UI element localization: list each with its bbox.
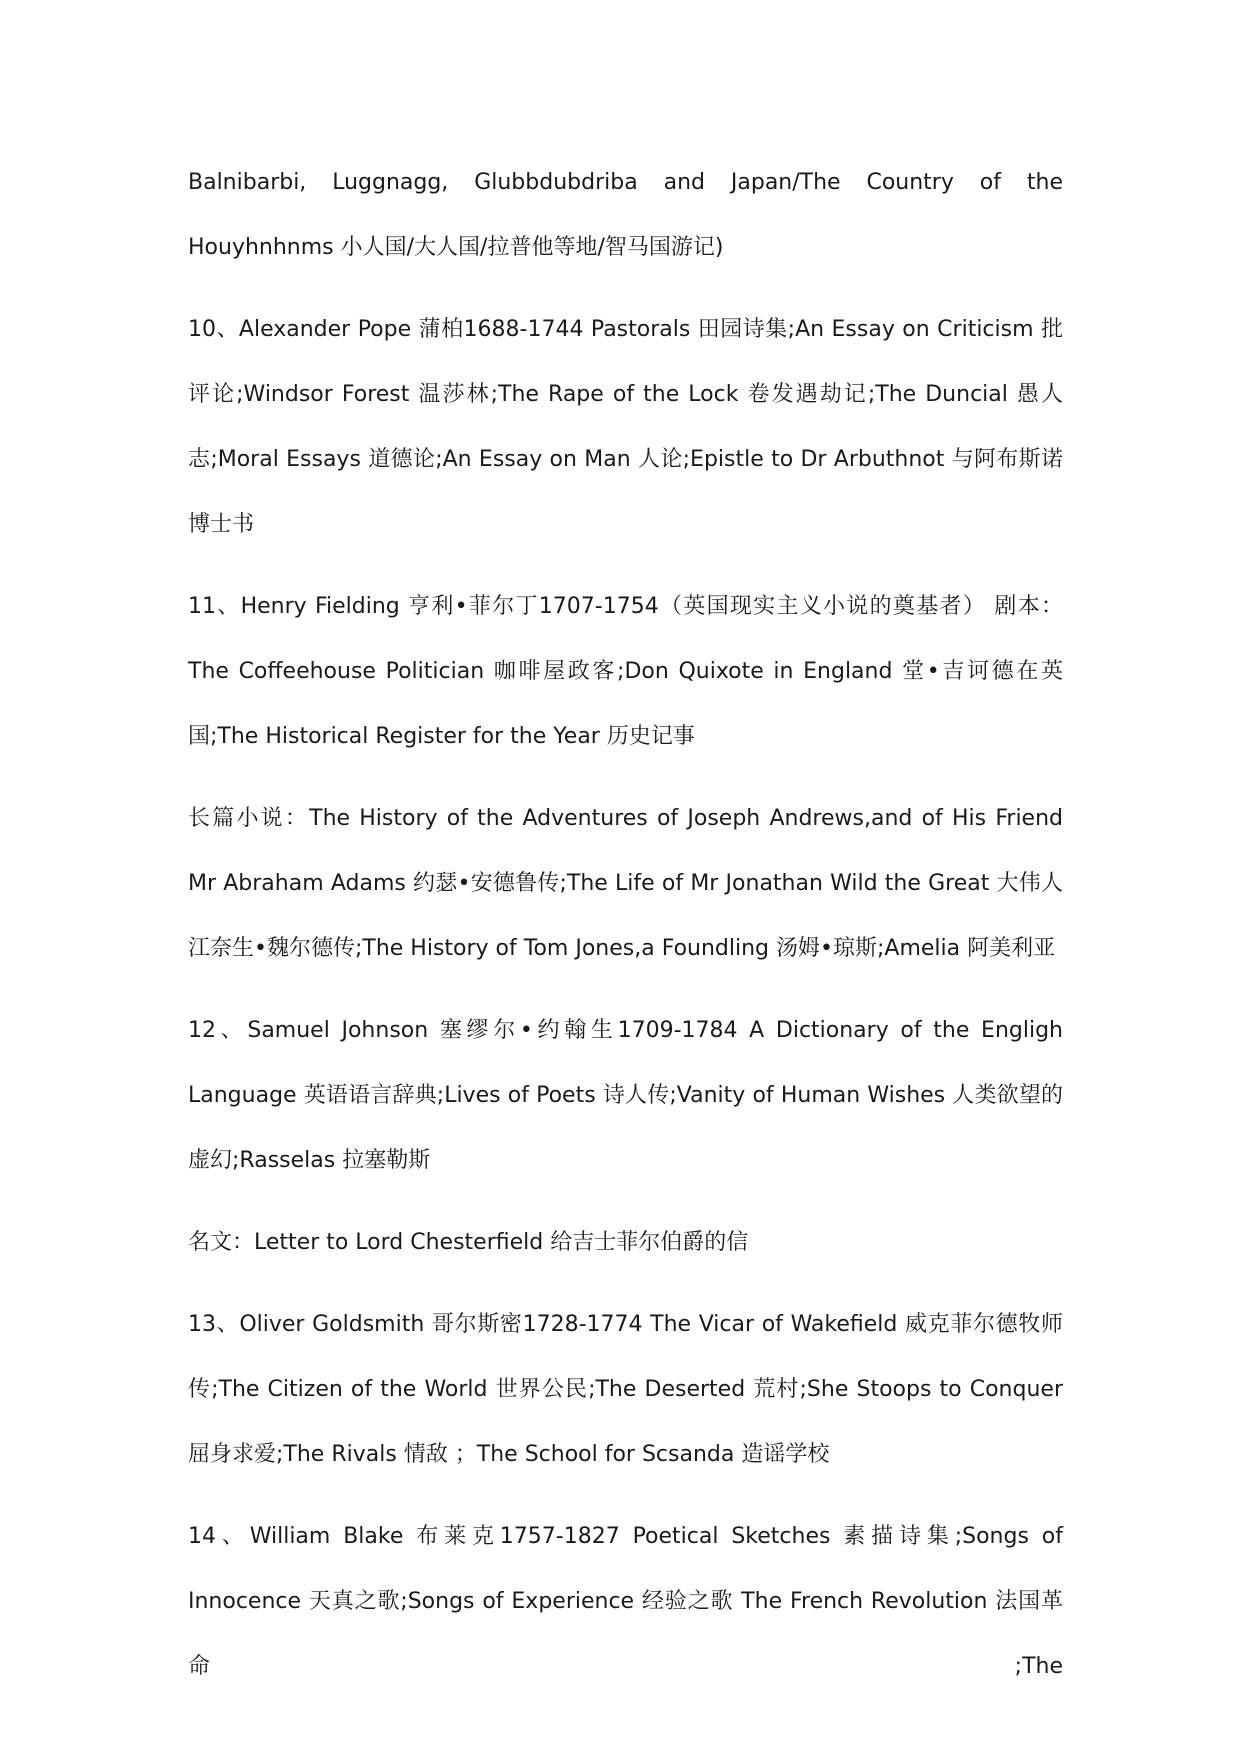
paragraph-oliver-goldsmith: 13、Oliver Goldsmith 哥尔斯密1728-1774 The Vicar of Wakefield 威克菲尔德牧师传;The Citizen of the World 世界公民;The Deserted 荒村;She Stoops to Conquer 屈身求爱;The Rivals 情敌 ；The School for Scsanda 造谣学校 xyxy=(188,1312,1063,1467)
paragraph-henry-fielding: 11、Henry Fielding 亨利•菲尔丁1707-1754（英国现实主义小说的奠基者） 剧本：The Coffeehouse Politician 咖啡屋政客;Don Quixote in England 堂•吉诃德在英国;The Historical Register for the Year 历史记事 xyxy=(188,594,1063,749)
paragraph-samuel-johnson: 12、Samuel Johnson 塞缪尔•约翰生1709-1784 A Dictionary of the Engligh Language 英语语言辞典;Lives of Poets 诗人传;Vanity of Human Wishes 人类欲望的虚幻;Rasselas 拉塞勒斯 xyxy=(188,1018,1063,1173)
paragraph-johnson-letter: 名文：Letter to Lord Chesterfield 给吉士菲尔伯爵的信 xyxy=(188,1230,749,1255)
paragraph-gulliver-continued: Balnibarbi, Luggnagg, Glubbdubdriba and Japan/The Country of the Houyhnhnms 小人国/大人国/拉普他等地/智马国游记) xyxy=(188,170,1063,260)
paragraph-alexander-pope: 10、Alexander Pope 蒲柏1688-1744 Pastorals 田园诗集;An Essay on Criticism 批评论;Windsor Forest 温莎林;The Rape of the Lock 卷发遇劫记;The Duncial 愚人志;Moral Essays 道德论;An Essay on Man 人论;Epistle to Dr Arbuthnot 与阿布斯诺博士书 xyxy=(188,317,1063,537)
paragraph-william-blake: 14、William Blake 布莱克1757-1827 Poetical Sketches 素描诗集;Songs of Innocence 天真之歌;Songs of Experience 经验之歌 The French Revolution 法国革命;The xyxy=(188,1524,1063,1679)
paragraph-fielding-novels: 长篇小说：The History of the Adventures of Joseph Andrews,and of His Friend Mr Abraham Adams 约瑟•安德鲁传;The Life of Mr Jonathan Wild the Great 大伟人江奈生•魏尔德传;The History of Tom Jones,a Foundling 汤姆•琼斯;Amelia 阿美利亚 xyxy=(188,806,1063,961)
document-body xyxy=(188,150,1063,1716)
